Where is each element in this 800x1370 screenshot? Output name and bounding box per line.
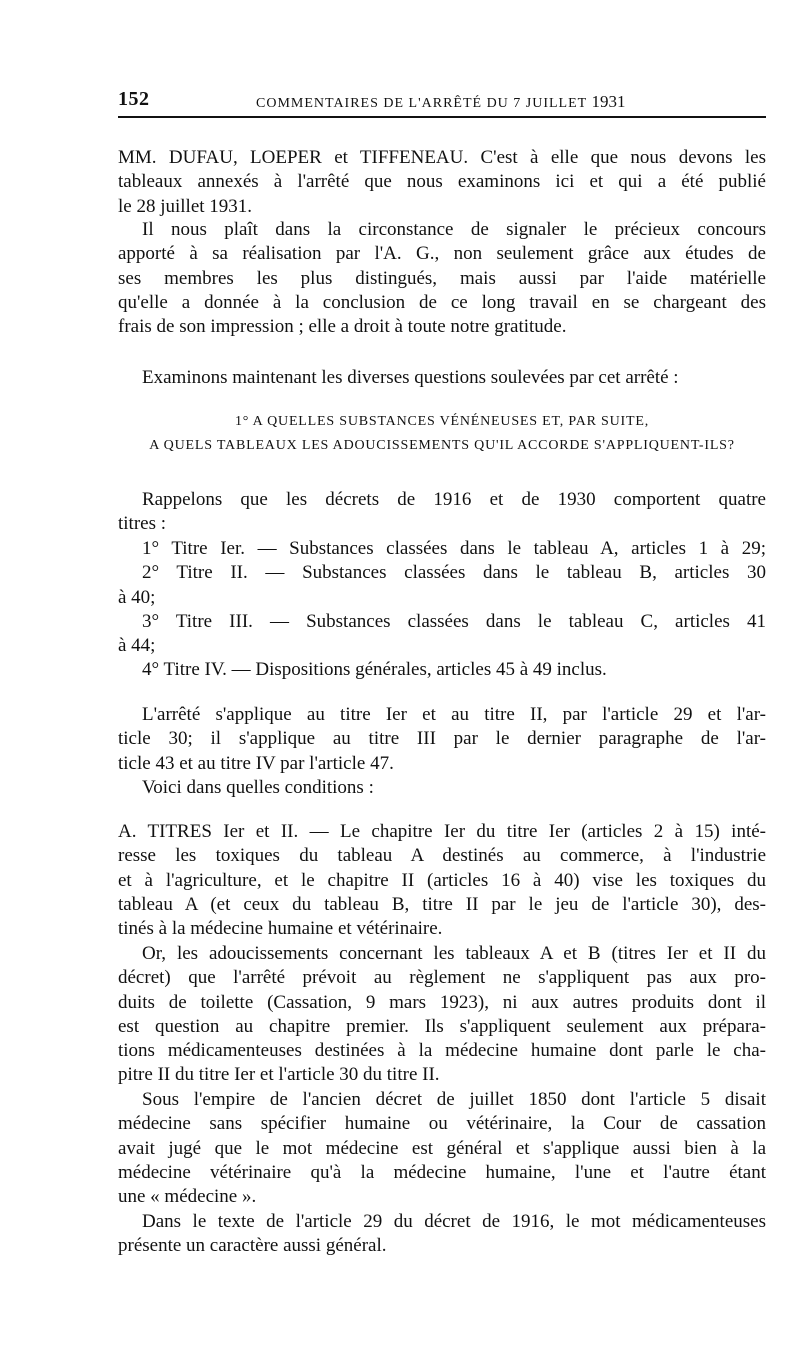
running-title bbox=[256, 92, 625, 112]
text-line: resse les toxiques du tableau A destinés au commerce, à l'industrie bbox=[118, 845, 766, 867]
text-line: ticle 30; il s'applique au titre III par le dernier paragraphe de l'ar- bbox=[118, 728, 766, 750]
decrees-paragraph bbox=[118, 488, 766, 537]
final-paragraph bbox=[118, 1210, 766, 1259]
section-a-paragraph bbox=[118, 820, 766, 941]
adoucissements-paragraph bbox=[118, 942, 766, 1088]
list-item: 2° Titre II. — Substances classées dans le tableau B, articles 30 bbox=[142, 562, 766, 584]
text-line: présente un caractère aussi général. bbox=[118, 1235, 387, 1257]
text-line: MM. DUFAU, LOEPER et TIFFENEAU. C'est à elle que nous devons les bbox=[118, 147, 766, 168]
text-line: Rappelons que les décrets de 1916 et de 1930 comportent quatre bbox=[142, 489, 766, 510]
text-line: pitre II du titre Ier et l'article 30 du titre II. bbox=[118, 1064, 440, 1086]
text-line: Or, les adoucissements concernant les tableaux A et B (titres Ier et II du bbox=[142, 943, 766, 964]
text-line: duits de toilette (Cassation, 9 mars 1923), ni aux autres produits dont il bbox=[118, 991, 766, 1013]
text-line: qu'elle a donnée à la conclusion de ce long travail en se chargeant des bbox=[118, 291, 766, 313]
text-line: ses membres les plus distingués, mais aussi par l'aide matérielle bbox=[118, 267, 766, 289]
application-paragraph bbox=[118, 703, 766, 800]
section-heading bbox=[118, 414, 766, 462]
text-line: une « médecine ». bbox=[118, 1186, 257, 1208]
text-line: tions médicamenteuses destinées à la médecine humaine dont parle le cha- bbox=[118, 1040, 766, 1062]
text-line: Examinons maintenant les diverses questions soulevées par cet arrêté : bbox=[142, 367, 679, 388]
list-item: 4° Titre IV. — Dispositions générales, articles 45 à 49 inclus. bbox=[142, 659, 607, 681]
text-line: le 28 juillet 1931. bbox=[118, 195, 253, 217]
text-line: A. TITRES Ier et II. — Le chapitre Ier du titre Ier (articles 2 à 15) inté- bbox=[118, 821, 766, 842]
page-number: 152 bbox=[118, 88, 150, 110]
text-line: médecine sans spécifier humaine ou vétérinaire, la Cour de cassation bbox=[118, 1113, 766, 1135]
text-line: titres : bbox=[118, 513, 167, 535]
list-item-continuation: à 40; bbox=[118, 586, 156, 608]
text-line: Il nous plaît dans la circonstance de signaler le précieux concours bbox=[142, 219, 766, 240]
acknowledgement-paragraph bbox=[118, 218, 766, 339]
text-line: médecine vétérinaire qu'à la médecine humaine, l'une et l'autre étant bbox=[118, 1161, 766, 1183]
page-header bbox=[118, 88, 766, 118]
list-item-continuation: à 44; bbox=[118, 635, 156, 657]
text-line: est question au chapitre premier. Ils s'appliquent seulement aux prépara- bbox=[118, 1015, 766, 1037]
text-line: tinés à la médecine humaine et vétérinaire. bbox=[118, 918, 443, 940]
text-line: tableau A (et ceux du tableau B, titre II par le jeu de l'article 30), des- bbox=[118, 893, 766, 915]
examination-paragraph bbox=[118, 366, 766, 390]
list-item: 3° Titre III. — Substances classées dans le tableau C, articles 41 bbox=[142, 610, 766, 632]
text-line: ticle 43 et au titre IV par l'article 47. bbox=[118, 752, 394, 774]
text-line: décret) que l'arrêté prévoit au règlement ne s'appliquent pas aux pro- bbox=[118, 967, 766, 989]
section-heading-line: 1° A QUELLES SUBSTANCES VÉNÉNEUSES ET, PAR SUITE, bbox=[234, 414, 650, 429]
text-line: avait jugé que le mot médecine est général et s'applique aussi bien à la bbox=[118, 1137, 766, 1159]
titles-list bbox=[118, 537, 766, 683]
running-title-text: COMMENTAIRES DE L'ARRÊTÉ DU 7 JUILLET bbox=[256, 96, 587, 111]
text-line: tableaux annexés à l'arrêté que nous examinons ici et qui a été publié bbox=[118, 171, 766, 193]
text-line: apporté à sa réalisation par l'A. G., non seulement grâce aux études de bbox=[118, 243, 766, 265]
text-line: Voici dans quelles conditions : bbox=[142, 776, 374, 798]
list-item: 1° Titre Ier. — Substances classées dans le tableau A, articles 1 à 29; bbox=[142, 538, 766, 559]
text-line: et à l'agriculture, et le chapitre II (articles 16 à 40) vise les toxiques du bbox=[118, 869, 766, 891]
intro-paragraph bbox=[118, 146, 766, 219]
text-line: frais de son impression ; elle a droit à toute notre gratitude. bbox=[118, 316, 567, 338]
text-line: Sous l'empire de l'ancien décret de juillet 1850 dont l'article 5 disait bbox=[142, 1089, 766, 1110]
text-line: L'arrêté s'applique au titre Ier et au titre II, par l'article 29 et l'ar- bbox=[142, 704, 766, 725]
section-heading-line: A QUELS TABLEAUX LES ADOUCISSEMENTS QU'IL ACCORDE S'APPLIQUENT-ILS? bbox=[149, 438, 735, 453]
text-line: Dans le texte de l'article 29 du décret de 1916, le mot médicamenteuses bbox=[142, 1211, 766, 1232]
ancien-decret-paragraph bbox=[118, 1088, 766, 1209]
running-title-year: 1931 bbox=[591, 92, 626, 111]
